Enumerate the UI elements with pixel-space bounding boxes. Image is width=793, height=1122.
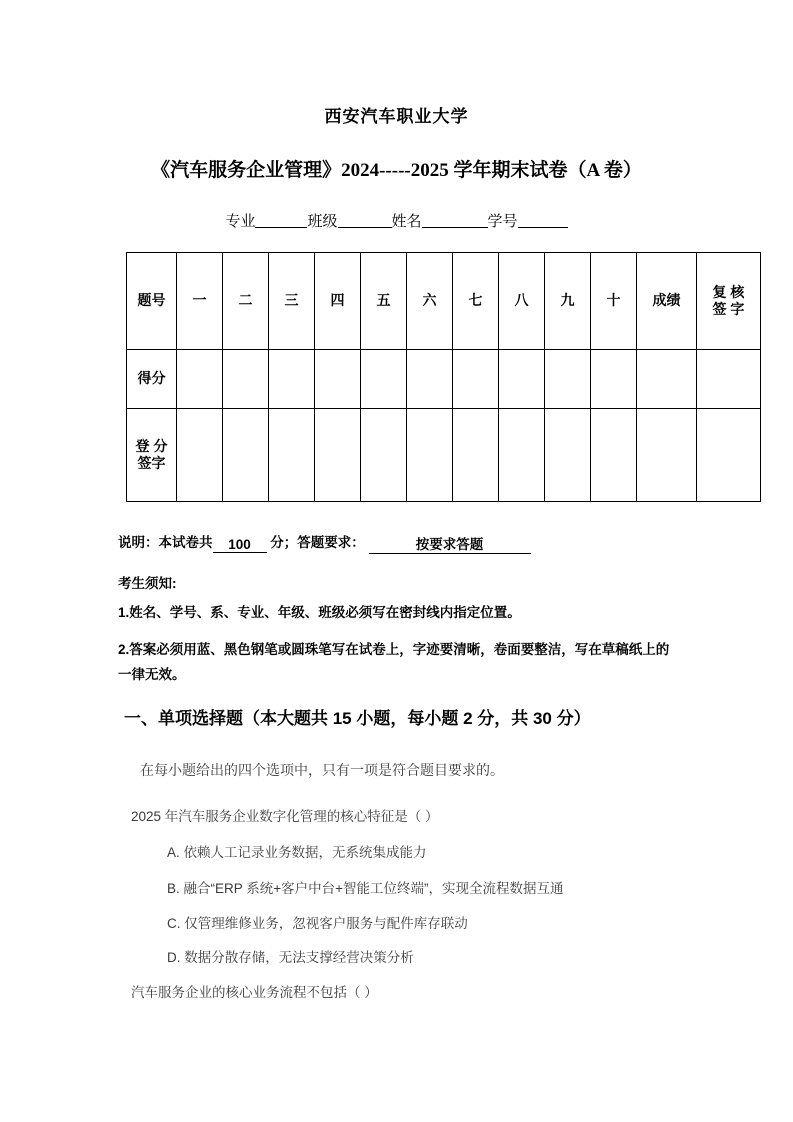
student-id-input-blank[interactable] — [518, 212, 568, 228]
description-middle: 分；答题要求： — [270, 535, 365, 550]
row-label-score: 得分 — [127, 350, 177, 409]
sign-cell-7[interactable] — [453, 409, 499, 502]
table-header-col-10: 十 — [591, 253, 637, 350]
score-cell-review[interactable] — [697, 350, 761, 409]
notice-item-1: 1.姓名、学号、系、专业、年级、班级必须写在密封线内指定位置。 — [118, 605, 521, 620]
exam-title: 《汽车服务企业管理》2024-----2025 学年期末试卷（A 卷） — [151, 160, 642, 181]
table-header-col-3: 三 — [269, 253, 315, 350]
sign-cell-review[interactable] — [697, 409, 761, 502]
score-cell-5[interactable] — [361, 350, 407, 409]
name-input-blank[interactable] — [422, 212, 488, 228]
sign-cell-10[interactable] — [591, 409, 637, 502]
question-1-option-d[interactable]: D. 数据分散存储，无法支撑经营决策分析 — [167, 950, 414, 965]
table-header-review-sign — [697, 253, 761, 350]
major-label: 专业 — [225, 214, 256, 230]
section-one-heading: 一、单项选择题（本大题共 15 小题，每小题 2 分，共 30 分） — [124, 709, 591, 728]
question-2-stem: 汽车服务企业的核心业务流程不包括（ ） — [131, 985, 378, 1000]
score-cell-8[interactable] — [499, 350, 545, 409]
review-sign-line-1: 复 核 — [712, 283, 745, 300]
table-header-col-7: 七 — [453, 253, 499, 350]
section-one-note: 在每小题给出的四个选项中，只有一项是符合题目要求的。 — [140, 762, 504, 778]
score-cell-7[interactable] — [453, 350, 499, 409]
score-cell-2[interactable] — [223, 350, 269, 409]
score-cell-total[interactable] — [637, 350, 697, 409]
table-header-col-4: 四 — [315, 253, 361, 350]
notice-heading: 考生须知: — [118, 576, 177, 591]
major-input-blank[interactable] — [255, 212, 307, 228]
question-1-stem: 2025 年汽车服务企业数字化管理的核心特征是（ ） — [131, 809, 439, 824]
table-header-col-6: 六 — [407, 253, 453, 350]
sign-cell-total[interactable] — [637, 409, 697, 502]
university-name: 西安汽车职业大学 — [324, 107, 469, 126]
table-header-col-1: 一 — [177, 253, 223, 350]
score-cell-3[interactable] — [269, 350, 315, 409]
table-row-question-no — [127, 253, 761, 350]
row-label-sign — [127, 409, 177, 502]
student-info-line — [0, 210, 793, 231]
review-sign-line-2: 签 字 — [712, 301, 745, 317]
name-label: 姓名 — [391, 214, 422, 230]
sign-cell-1[interactable] — [177, 409, 223, 502]
sign-cell-4[interactable] — [315, 409, 361, 502]
score-cell-1[interactable] — [177, 350, 223, 409]
score-cell-6[interactable] — [407, 350, 453, 409]
score-cell-4[interactable] — [315, 350, 361, 409]
student-id-label: 学号 — [487, 214, 518, 230]
answer-requirement-value[interactable]: 按要求答题 — [369, 533, 531, 554]
table-header-col-9: 九 — [545, 253, 591, 350]
sign-cell-2[interactable] — [223, 409, 269, 502]
sign-label-line-1: 登 分 — [135, 437, 168, 454]
table-header-total: 成绩 — [637, 253, 697, 350]
table-row-sign — [127, 409, 761, 502]
sign-cell-9[interactable] — [545, 409, 591, 502]
question-1-option-b[interactable]: B. 融合“ERP 系统+客户中台+智能工位终端”，实现全流程数据互通 — [167, 881, 564, 896]
table-row-score — [127, 350, 761, 409]
class-label: 班级 — [307, 214, 338, 230]
score-cell-9[interactable] — [545, 350, 591, 409]
notice-item-2: 2.答案必须用蓝、黑色钢笔或圆珠笔写在试卷上，字迹要清晰，卷面要整洁，写在草稿纸上的一律无效。 — [118, 642, 670, 682]
score-table — [126, 252, 761, 502]
class-input-blank[interactable] — [338, 212, 392, 228]
sign-cell-6[interactable] — [407, 409, 453, 502]
sign-cell-8[interactable] — [499, 409, 545, 502]
table-header-col-5: 五 — [361, 253, 407, 350]
score-cell-10[interactable] — [591, 350, 637, 409]
description-prefix: 说明：本试卷共 — [118, 535, 213, 550]
sign-cell-5[interactable] — [361, 409, 407, 502]
total-points-value[interactable]: 100 — [213, 537, 267, 553]
question-1-option-c[interactable]: C. 仅管理维修业务，忽视客户服务与配件库存联动 — [167, 916, 468, 931]
table-header-col-2: 二 — [223, 253, 269, 350]
sign-label-line-2: 签字 — [137, 455, 166, 471]
table-header-col-8: 八 — [499, 253, 545, 350]
sign-cell-3[interactable] — [269, 409, 315, 502]
row-label-question-no: 题号 — [127, 253, 177, 350]
exam-description-line — [118, 531, 531, 554]
question-1-option-a[interactable]: A. 依赖人工记录业务数据，无系统集成能力 — [167, 845, 427, 860]
